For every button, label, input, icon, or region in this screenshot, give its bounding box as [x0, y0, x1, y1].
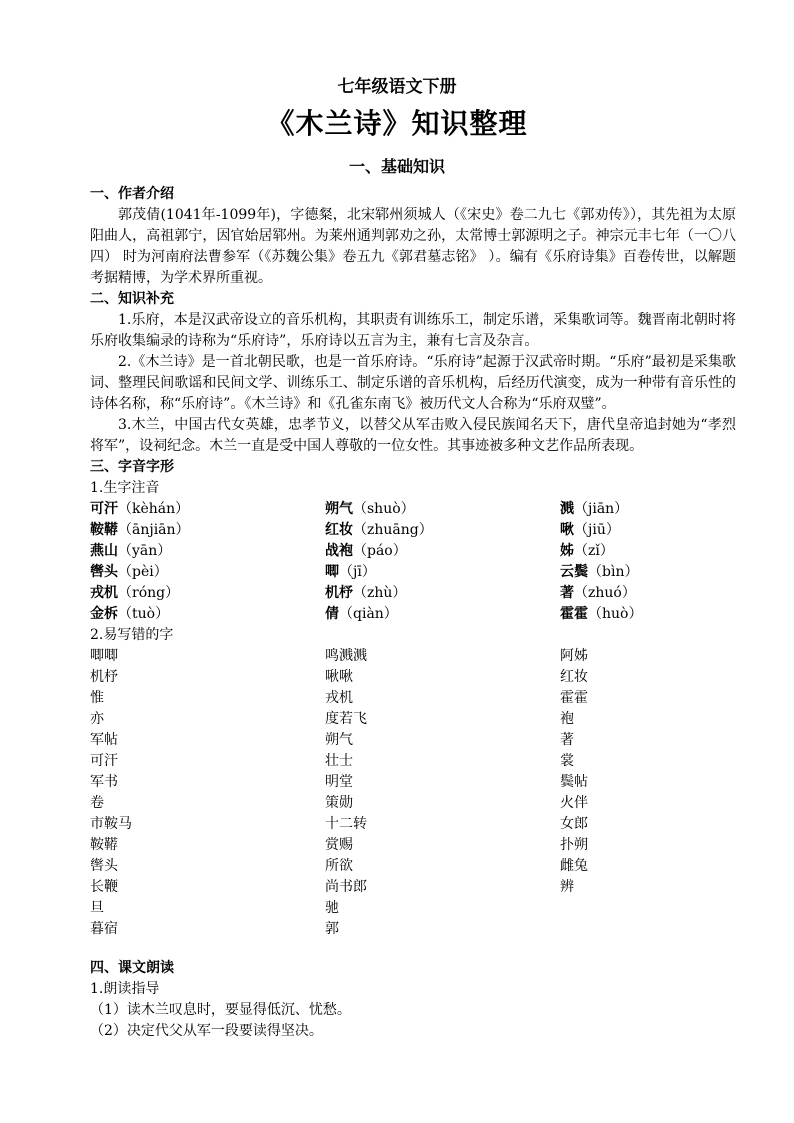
typo-word: 唧唧 — [90, 648, 118, 664]
pinyin-reading: （bìn） — [588, 564, 639, 580]
knowledge-paragraph-3: 3.木兰，中国古代女英雄，忠孝节义，以替父从军击败入侵民族闻名天下，唐代皇帝追封她为“孝烈将军”，设祠纪念。木兰一直是受中国人尊敬的一位女性。其事迹被多种文艺作品所表现。 — [90, 417, 736, 454]
pinyin-reading: （zhuāng） — [353, 522, 433, 538]
typo-word: 策勋 — [325, 795, 353, 811]
typo-word: 鬓帖 — [560, 774, 588, 790]
typo-word: 扑朔 — [560, 837, 588, 853]
pinyin-word: 鞍鞯 — [90, 522, 118, 538]
pinyin-entry — [560, 520, 736, 541]
grade-label: 七年级语文下册 — [337, 77, 457, 97]
pinyin-word: 朔气 — [325, 501, 353, 517]
pinyin-entry — [560, 499, 736, 520]
typo-word: 尚书郎 — [325, 879, 367, 895]
pinyin-entry — [90, 499, 325, 520]
pinyin-reading: （tuò） — [118, 606, 170, 622]
pinyin-word: 戎机 — [90, 585, 118, 601]
typo-word: 可汗 — [90, 753, 118, 769]
pinyin-word: 霍霍 — [560, 606, 588, 622]
pinyin-word: 云鬓 — [560, 564, 588, 580]
chars-heading: 三、字音字形 — [90, 459, 174, 475]
spacer — [90, 940, 736, 958]
pinyin-list — [90, 499, 736, 625]
pinyin-word: 溅 — [560, 501, 574, 517]
pinyin-word: 燕山 — [90, 543, 118, 559]
author-heading: 一、作者介绍 — [90, 186, 174, 202]
typo-word: 辔头 — [90, 858, 118, 874]
pinyin-reading: （qiàn） — [339, 606, 398, 622]
pinyin-entry — [325, 583, 560, 604]
reading-item-1: （1）读木兰叹息时，要显得低沉、忧愁。 — [90, 1002, 351, 1018]
pinyin-reading: （zhù） — [353, 585, 407, 601]
typo-word — [560, 898, 736, 919]
pinyin-entry — [560, 604, 736, 625]
section-subtitle: 一、基础知识 — [348, 157, 445, 176]
pinyin-entry — [90, 604, 325, 625]
pinyin-word: 辔头 — [90, 564, 118, 580]
reading-guide-heading: 1.朗读指导 — [90, 981, 160, 997]
typo-word: 卷 — [90, 795, 104, 811]
typo-word: 长鞭 — [90, 879, 118, 895]
typo-word: 啾啾 — [325, 669, 353, 685]
pinyin-word: 倩 — [325, 606, 339, 622]
typo-word: 度若飞 — [325, 711, 367, 727]
pinyin-word: 机杼 — [325, 585, 353, 601]
typo-heading: 2.易写错的字 — [90, 627, 174, 643]
pinyin-reading: （shuò） — [353, 501, 415, 517]
typo-word: 机杼 — [90, 669, 118, 685]
typo-word: 雌兔 — [560, 858, 588, 874]
knowledge-paragraph-2: 2.《木兰诗》是一首北朝民歌，也是一首乐府诗。“乐府诗”起源于汉武帝时期。“乐府”最初是采集歌词、整理民间歌谣和民间文学、训练乐工、制定乐谱的音乐机构，后经历代演变，成为一种带有音乐性的诗体名称，称“乐府诗”。《木兰诗》和《孔雀东南飞》被历代文人合称为“乐府双璧”。 — [90, 354, 736, 412]
pinyin-entry — [90, 520, 325, 541]
pinyin-entry — [560, 583, 736, 604]
typo-word: 火伴 — [560, 795, 588, 811]
typo-word: 袍 — [560, 711, 574, 727]
pinyin-heading: 1.生字注音 — [90, 480, 160, 496]
pinyin-entry — [90, 562, 325, 583]
typo-word: 驰 — [325, 900, 339, 916]
typo-word: 暮宿 — [90, 921, 118, 937]
pinyin-entry — [325, 562, 560, 583]
author-paragraph: 郭茂倩(1041年-1099年)，字德粲，北宋郓州须城人（《宋史》卷二九七《郭劝传》），其先祖为太原阳曲人，高祖郭宁，因官始居郓州。为莱州通判郭劝之孙，太常博士郭源明之子。神宗元丰七年（一〇八四） 时为河南府法曹参军（《苏魏公集》卷五九《郭君墓志铭》 ）。编有《乐府诗集》百卷传世，以解题考据精博，为学术界所重视。 — [90, 207, 736, 286]
typo-word: 霍霍 — [560, 690, 588, 706]
typo-word: 阿姊 — [560, 648, 588, 664]
typo-list — [90, 646, 736, 940]
typo-word: 红妆 — [560, 669, 588, 685]
typo-word: 惟 — [90, 690, 104, 706]
pinyin-word: 啾 — [560, 522, 574, 538]
pinyin-entry — [325, 499, 560, 520]
reading-item-2: （2）决定代父从军一段要读得坚决。 — [90, 1023, 323, 1039]
page-title: 《木兰诗》知识整理 — [266, 107, 528, 140]
typo-word: 著 — [560, 732, 574, 748]
pinyin-entry — [325, 604, 560, 625]
pinyin-word: 可汗 — [90, 501, 118, 517]
pinyin-entry — [560, 541, 736, 562]
typo-word: 市鞍马 — [90, 816, 132, 832]
typo-word: 旦 — [90, 900, 104, 916]
typo-word: 辨 — [560, 879, 574, 895]
pinyin-entry — [325, 541, 560, 562]
typo-word: 鸣溅溅 — [325, 648, 367, 664]
typo-word: 赏赐 — [325, 837, 353, 853]
typo-word: 军帖 — [90, 732, 118, 748]
typo-word: 鞍鞯 — [90, 837, 118, 853]
typo-word: 明堂 — [325, 774, 353, 790]
pinyin-reading: （zhuó） — [574, 585, 636, 601]
typo-word — [560, 919, 736, 940]
pinyin-word: 姊 — [560, 543, 574, 559]
typo-word: 军书 — [90, 774, 118, 790]
pinyin-reading: （pèi） — [118, 564, 168, 580]
typo-word: 十二转 — [325, 816, 367, 832]
knowledge-heading: 二、知识补充 — [90, 291, 174, 307]
pinyin-reading: （páo） — [353, 543, 407, 559]
typo-word: 女郎 — [560, 816, 588, 832]
typo-word: 所欲 — [325, 858, 353, 874]
pinyin-reading: （róng） — [118, 585, 180, 601]
pinyin-entry — [90, 541, 325, 562]
pinyin-reading: （yān） — [118, 543, 172, 559]
document-content — [90, 184, 736, 1042]
pinyin-word: 红妆 — [325, 522, 353, 538]
pinyin-entry — [90, 583, 325, 604]
typo-word: 郭 — [325, 921, 339, 937]
pinyin-reading: （ānjiān） — [118, 522, 190, 538]
typo-word: 戎机 — [325, 690, 353, 706]
pinyin-reading: （jiū） — [574, 522, 620, 538]
pinyin-reading: （jī） — [339, 564, 376, 580]
typo-word: 亦 — [90, 711, 104, 727]
knowledge-paragraph-1: 1.乐府，本是汉武帝设立的音乐机构，其职责有训练乐工，制定乐谱，采集歌词等。魏晋南北朝时将乐府收集编录的诗称为“乐府诗”，乐府诗以五言为主，兼有七言及杂言。 — [90, 312, 736, 349]
pinyin-word: 金柝 — [90, 606, 118, 622]
reading-heading: 四、课文朗读 — [90, 960, 174, 976]
pinyin-entry — [560, 562, 736, 583]
typo-word: 朔气 — [325, 732, 353, 748]
typo-word: 壮士 — [325, 753, 353, 769]
pinyin-reading: （huò） — [588, 606, 643, 622]
typo-word: 裳 — [560, 753, 574, 769]
pinyin-reading: （zǐ） — [574, 543, 614, 559]
pinyin-entry — [325, 520, 560, 541]
pinyin-word: 唧 — [325, 564, 339, 580]
pinyin-word: 战袍 — [325, 543, 353, 559]
pinyin-reading: （jiān） — [574, 501, 629, 517]
pinyin-word: 著 — [560, 585, 574, 601]
pinyin-reading: （kèhán） — [118, 501, 190, 517]
